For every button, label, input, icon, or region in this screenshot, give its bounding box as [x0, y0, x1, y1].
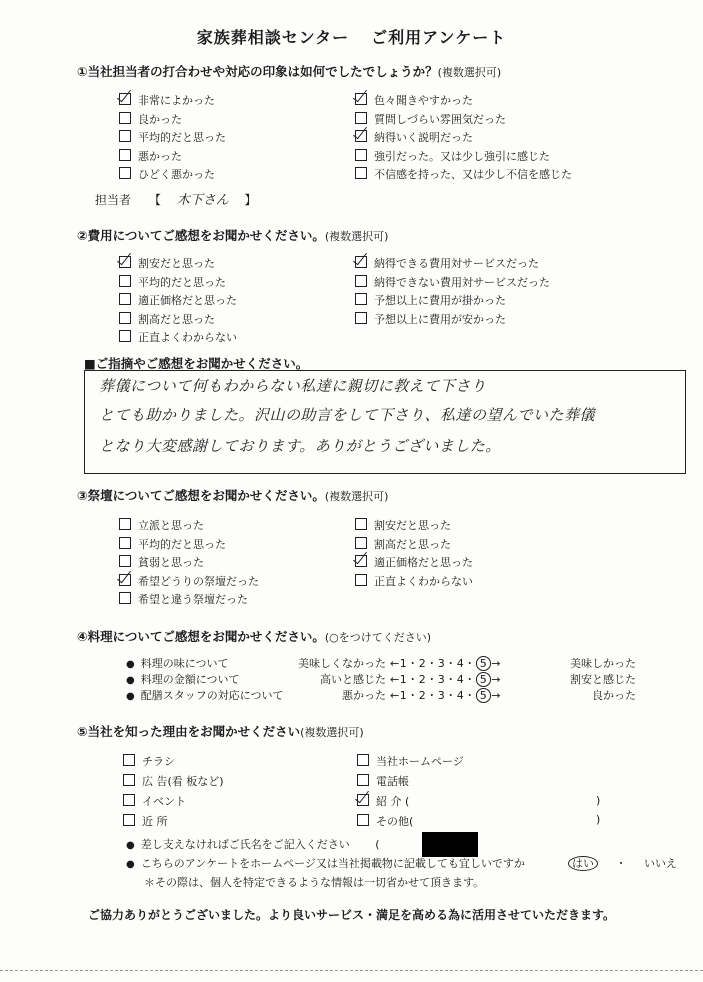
- checkbox-icon[interactable]: [355, 130, 367, 142]
- q2-heading: [77, 226, 388, 244]
- bullet-icon: ●: [126, 659, 135, 670]
- checkbox-icon[interactable]: [355, 149, 367, 161]
- checkbox-icon[interactable]: [123, 774, 135, 786]
- scale-separator: ・: [464, 673, 476, 686]
- page-title: [0, 25, 703, 48]
- q2-right-option-label: 納得できない費用対サービスだった: [374, 275, 550, 289]
- q2-right-option-label: 予想以上に費用が掛かった: [374, 294, 506, 307]
- q4-note: (○をつけてください): [324, 631, 432, 644]
- q1-right-option[interactable]: [355, 112, 506, 128]
- bullet-icon: ●: [126, 675, 135, 686]
- q4-heading-text: ④料理についてご感想をお聞かせください。: [77, 629, 325, 644]
- publish-consent: [126, 856, 525, 872]
- q2-note: (複数選択可): [324, 230, 389, 243]
- q1-right-option-label: 強引だった。又は少し強引に感じた: [374, 149, 550, 163]
- scale-separator: ・: [464, 689, 476, 702]
- name-request-text: 差し支えなければご氏名をご記入ください: [140, 838, 350, 851]
- checkbox-icon[interactable]: [357, 794, 369, 806]
- arrow-right-icon: →: [491, 673, 501, 686]
- checkbox-icon[interactable]: [355, 167, 367, 179]
- comment-box[interactable]: [84, 370, 686, 474]
- q3-right-option-label: 割安だと思った: [374, 519, 451, 532]
- q1-right-option-label: 色々聞きやすかった: [374, 94, 473, 107]
- food-rating-low: 美味しくなかった: [298, 657, 386, 670]
- consent-choices: [568, 856, 677, 872]
- consent-yes-option[interactable]: はい: [568, 856, 598, 871]
- checkbox-icon[interactable]: [355, 312, 367, 324]
- rating-value-5[interactable]: 5: [476, 672, 492, 687]
- checkbox-icon[interactable]: [119, 93, 131, 105]
- arrow-left-icon: ←: [390, 689, 400, 702]
- q1-right-option-label: 納得いく説明だった: [374, 131, 473, 144]
- food-rating-low: 高いと感じた: [320, 673, 386, 686]
- food-question: 料理の金額について: [140, 673, 240, 686]
- q2-right-option[interactable]: [355, 275, 550, 291]
- rating-value-2[interactable]: 2: [418, 657, 427, 670]
- q2-left-option[interactable]: [119, 312, 215, 328]
- rating-value-5[interactable]: 5: [476, 688, 492, 703]
- q1-left-option-label: 非常によかった: [138, 94, 215, 107]
- scale-separator: ・: [426, 689, 438, 702]
- q2-left-option-label: 平均的だと思った: [138, 275, 226, 289]
- rating-value-3[interactable]: 3: [437, 657, 446, 670]
- food-rating-label: [126, 656, 229, 673]
- privacy-note: ＊その際は、個人を特定できるような情報は一切省かせて頂きます。: [144, 876, 485, 889]
- scale-separator: ・: [407, 673, 419, 686]
- food-rating-scale: [390, 656, 501, 672]
- checkbox-icon[interactable]: [119, 112, 131, 124]
- staff-label: 担当者: [95, 193, 132, 207]
- q3-right-option[interactable]: [355, 518, 451, 534]
- checkbox-icon[interactable]: [119, 537, 131, 549]
- q1-left-option-label: ひどく悪かった: [138, 168, 215, 181]
- food-rating-high: 良かった: [592, 689, 636, 702]
- q1-right-option[interactable]: [355, 167, 572, 183]
- q5-right-option[interactable]: [357, 754, 464, 770]
- checkbox-icon[interactable]: [119, 167, 131, 179]
- checkbox-icon[interactable]: [357, 774, 369, 786]
- checkbox-icon[interactable]: [123, 794, 135, 806]
- q5-left-option-label: 広 告(看 板など): [142, 775, 224, 788]
- checkbox-icon[interactable]: [355, 256, 367, 268]
- food-rating-scale: [390, 688, 501, 704]
- checkbox-icon[interactable]: [355, 293, 367, 305]
- checkbox-icon[interactable]: [355, 275, 367, 287]
- q3-left-option-label: 希望と違う祭壇だった: [138, 593, 248, 606]
- bullet-icon: ●: [126, 691, 135, 702]
- other-close-paren: ): [596, 813, 601, 826]
- q5-left-option-label: チラシ: [142, 755, 175, 768]
- food-rating-label: [126, 672, 240, 689]
- q1-right-option-label: 不信感を持った、又は少し不信を感じた: [374, 168, 572, 181]
- bullet-icon: ●: [126, 859, 135, 870]
- consent-separator: ・: [615, 857, 627, 870]
- rating-value-1[interactable]: 1: [399, 657, 408, 670]
- scale-separator: ・: [445, 673, 457, 686]
- q3-left-option[interactable]: [119, 518, 204, 534]
- q3-left-option-label: 平均的だと思った: [138, 537, 226, 551]
- q3-right-option-label: 正直よくわからない: [374, 574, 473, 588]
- staff-name[interactable]: 木下さん: [176, 193, 229, 208]
- q3-right-option-label: 適正価格だと思った: [374, 556, 473, 569]
- comment-heading: ■ご指摘やご感想をお聞かせください。: [84, 356, 309, 371]
- checkbox-icon[interactable]: [355, 555, 367, 567]
- rating-value-2[interactable]: 2: [418, 673, 427, 686]
- q1-heading-text: ①当社担当者の打合わせや対応の印象は如何でしたでしょうか？: [77, 64, 438, 79]
- rating-value-4[interactable]: 4: [456, 689, 465, 702]
- name-paren-open: (: [375, 838, 380, 851]
- q3-right-option[interactable]: [355, 555, 473, 571]
- q1-right-option[interactable]: [355, 130, 473, 146]
- comment-line-1: 葬儀について何もわからない私達に親切に教えて下さり: [99, 377, 487, 395]
- q4-heading: [77, 627, 431, 645]
- food-question: 配膳スタッフの対応について: [140, 689, 284, 702]
- q1-left-option-label: 良かった: [138, 112, 182, 126]
- q3-right-option[interactable]: [355, 537, 451, 553]
- q1-left-option[interactable]: [119, 167, 215, 183]
- q3-left-option[interactable]: [119, 555, 204, 571]
- q5-right-option[interactable]: [357, 794, 409, 810]
- scale-separator: ・: [407, 689, 419, 702]
- q2-heading-text: ②費用についてご感想をお聞かせください。: [77, 228, 325, 243]
- food-rating-low: 悪かった: [342, 689, 386, 702]
- referral-close-paren: ): [596, 794, 601, 807]
- rating-value-4[interactable]: 4: [456, 657, 465, 670]
- arrow-left-icon: ←: [390, 657, 400, 670]
- q3-left-option-label: 希望どうりの祭壇だった: [138, 574, 259, 588]
- checkbox-icon[interactable]: [119, 312, 131, 324]
- checkbox-icon[interactable]: [119, 256, 131, 268]
- q5-left-option-label: 近 所: [142, 815, 168, 828]
- checkbox-icon[interactable]: [357, 814, 369, 826]
- q2-right-option[interactable]: [355, 312, 506, 328]
- q5-right-option[interactable]: [357, 814, 413, 830]
- q2-left-option[interactable]: [119, 275, 226, 291]
- checkbox-icon[interactable]: [119, 518, 131, 530]
- rating-value-2[interactable]: 2: [418, 689, 427, 702]
- q2-left-option[interactable]: [119, 256, 215, 272]
- q1-right-option[interactable]: [355, 149, 550, 165]
- checkbox-icon[interactable]: [355, 112, 367, 124]
- q2-right-option-label: 納得できる費用対サービスだった: [374, 257, 539, 270]
- rating-value-3[interactable]: 3: [437, 689, 446, 702]
- food-rating-high: 割安と感じた: [570, 673, 636, 686]
- q3-left-option-label: 貧弱と思った: [138, 556, 204, 569]
- consent-no-option[interactable]: いいえ: [644, 857, 677, 870]
- q3-heading-text: ③祭壇についてご感想をお聞かせください。: [77, 488, 325, 503]
- staff-field: [95, 192, 257, 208]
- q2-left-option-label: 割安だと思った: [138, 257, 215, 270]
- q2-left-option-label: 適正価格だと思った: [138, 294, 237, 307]
- q1-left-option[interactable]: [119, 93, 215, 109]
- rating-value-5[interactable]: 5: [476, 656, 492, 671]
- checkbox-icon[interactable]: [119, 592, 131, 604]
- scale-separator: ・: [445, 689, 457, 702]
- checkbox-icon[interactable]: [357, 754, 369, 766]
- q2-left-option[interactable]: [119, 293, 237, 309]
- q1-right-option[interactable]: [355, 93, 473, 109]
- checkbox-icon[interactable]: [355, 518, 367, 530]
- q2-left-option-label: 正直よくわからない: [138, 331, 237, 344]
- food-rating-row: [126, 688, 636, 704]
- q5-left-option[interactable]: [123, 794, 186, 810]
- food-rating-row: [126, 672, 636, 688]
- q5-left-option[interactable]: [123, 814, 168, 830]
- food-rating-row: [126, 656, 636, 672]
- scale-separator: ・: [426, 673, 438, 686]
- q1-left-option[interactable]: [119, 130, 226, 146]
- staff-bracket-close: 】: [244, 193, 257, 207]
- q5-left-option[interactable]: [123, 774, 224, 790]
- q1-left-option-label: 平均的だと思った: [138, 131, 226, 144]
- q5-right-option-label: 紹 介 (: [376, 795, 410, 808]
- rating-value-4[interactable]: 4: [456, 673, 465, 686]
- q1-left-option-label: 悪かった: [138, 149, 182, 163]
- arrow-right-icon: →: [491, 657, 501, 670]
- staff-bracket-open: 【: [148, 193, 161, 207]
- q2-left-option[interactable]: [119, 330, 237, 346]
- redacted-name: [422, 832, 478, 857]
- q3-right-option-label: 割高だと思った: [374, 537, 451, 551]
- q2-right-option[interactable]: [355, 293, 506, 309]
- q1-left-option[interactable]: [119, 112, 182, 128]
- food-rating-high: 美味しかった: [570, 657, 636, 670]
- q5-right-option-label: その他(: [376, 815, 414, 828]
- q5-left-option[interactable]: [123, 754, 175, 770]
- checkbox-icon[interactable]: [119, 275, 131, 287]
- arrow-left-icon: ←: [390, 673, 400, 686]
- q2-right-option[interactable]: [355, 256, 539, 272]
- name-request: [126, 837, 380, 853]
- rating-value-1[interactable]: 1: [399, 689, 408, 702]
- q5-right-option-label: 電話帳: [376, 775, 409, 788]
- bullet-icon: ●: [126, 840, 135, 851]
- q3-left-option-label: 立派と思った: [138, 519, 204, 532]
- arrow-right-icon: →: [491, 689, 501, 702]
- checkbox-icon[interactable]: [355, 93, 367, 105]
- food-rating-label: [126, 688, 284, 705]
- food-rating-scale: [390, 672, 501, 688]
- q5-heading-text: ⑤当社を知った理由をお聞かせください: [77, 724, 301, 739]
- scale-separator: ・: [464, 657, 476, 670]
- q5-left-option-label: イベント: [142, 795, 186, 808]
- q2-right-option-label: 予想以上に費用が安かった: [374, 312, 506, 326]
- q1-right-option-label: 質問しづらい雰囲気だった: [374, 112, 506, 126]
- food-question: 料理の味について: [140, 657, 229, 670]
- checkbox-icon[interactable]: [119, 149, 131, 161]
- title-survey: ご利用アンケート: [371, 28, 507, 47]
- checkbox-icon[interactable]: [119, 330, 131, 342]
- q1-heading: [77, 62, 501, 80]
- q1-note: (複数選択可): [437, 66, 502, 79]
- rating-value-3[interactable]: 3: [437, 673, 446, 686]
- page-edge-line: [0, 970, 703, 972]
- checkbox-icon[interactable]: [119, 574, 131, 586]
- checkbox-icon[interactable]: [355, 537, 367, 549]
- checkbox-icon[interactable]: [119, 555, 131, 567]
- scale-separator: ・: [407, 657, 419, 670]
- checkbox-icon[interactable]: [123, 814, 135, 826]
- q2-left-option-label: 割高だと思った: [138, 312, 215, 326]
- q5-right-option-label: 当社ホームページ: [376, 755, 464, 768]
- title-company: 家族葬相談センター: [196, 28, 350, 47]
- q5-heading: [77, 722, 364, 740]
- publish-consent-text: こちらのアンケートをホームページ又は当社掲載物に記載しても宜しいですか: [140, 857, 525, 870]
- checkbox-icon[interactable]: [119, 293, 131, 305]
- checkbox-icon[interactable]: [123, 754, 135, 766]
- checkbox-icon[interactable]: [119, 130, 131, 142]
- comment-line-2: とても助かりました。沢山の助言をして下さり、私達の望んでいた葬儀: [99, 406, 596, 424]
- q1-left-option[interactable]: [119, 149, 182, 165]
- q3-left-option[interactable]: [119, 537, 226, 553]
- q3-left-option[interactable]: [119, 592, 248, 608]
- rating-value-1[interactable]: 1: [399, 673, 408, 686]
- q3-heading: [77, 486, 388, 504]
- footer-thanks: ご協力ありがとうございました。より良いサービス・満足を高める為に活用させていただきます。: [87, 908, 616, 922]
- q3-note: (複数選択可): [324, 490, 389, 503]
- scale-separator: ・: [426, 657, 438, 670]
- q3-right-option[interactable]: [355, 574, 473, 590]
- checkbox-icon[interactable]: [355, 574, 367, 586]
- scale-separator: ・: [445, 657, 457, 670]
- comment-line-3: となり大変感謝しております。ありがとうございました。: [99, 437, 501, 455]
- q3-left-option[interactable]: [119, 574, 259, 590]
- q5-note: (複数選択可): [300, 726, 364, 739]
